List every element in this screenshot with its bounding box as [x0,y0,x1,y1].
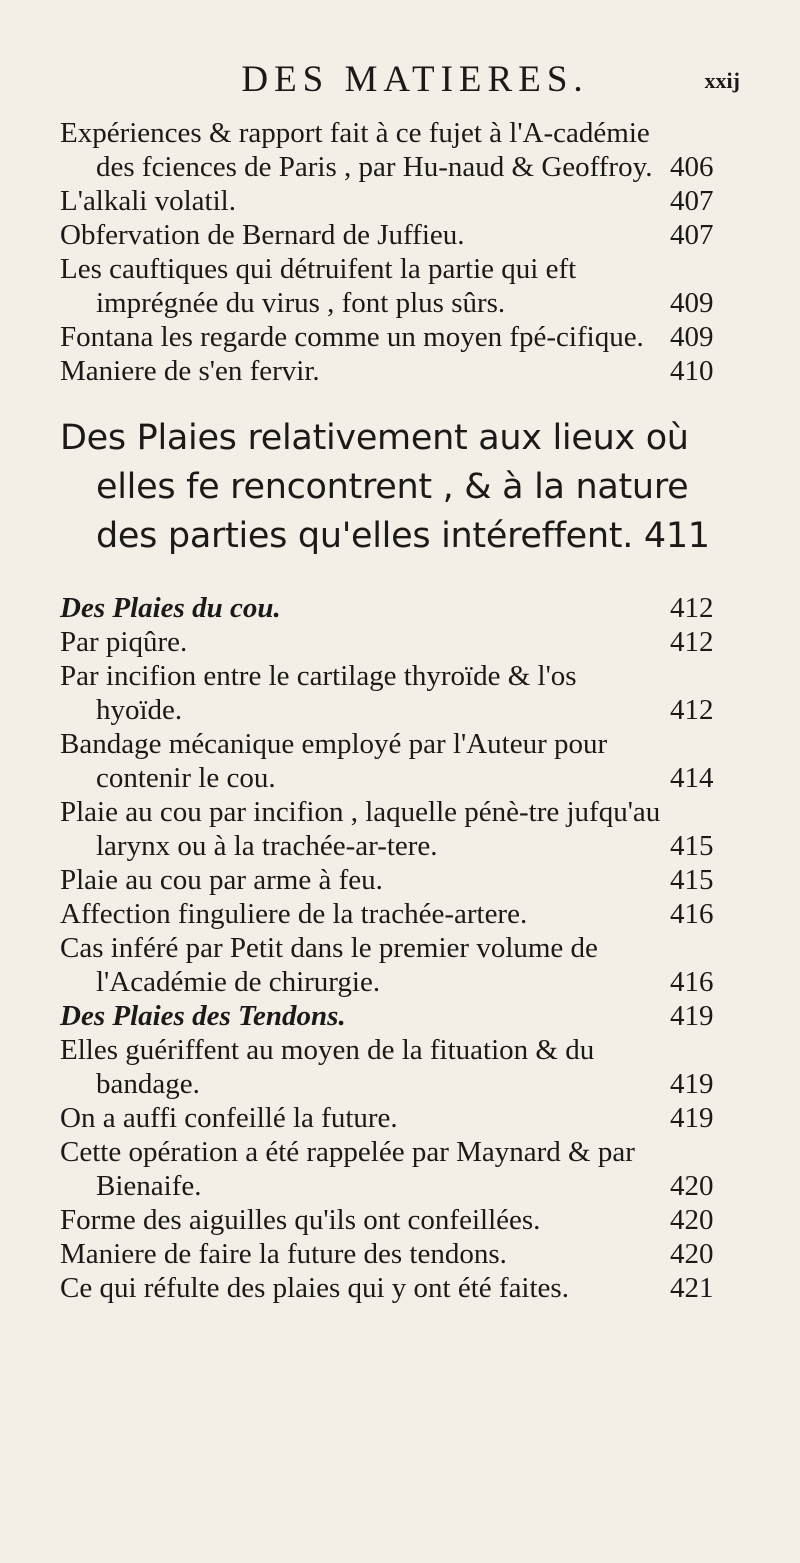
index-entry [60,863,748,897]
entry-page: 416 [670,966,714,998]
entry-page: 415 [670,830,714,862]
entry-text: Affection finguliere de la trachée-artere. [60,898,528,930]
index-subheading [60,999,748,1033]
index-entry [60,252,748,320]
entry-page: 412 [670,592,714,624]
entry-text: Cas inféré par Petit dans le premier volume de l'Académie de chirurgie. [60,932,598,998]
index-entry [60,116,748,184]
section-heading: Des Plaies relativement aux lieux où elles fe rencontrent , & à la nature des parties qu'elles intéreffent. 411 [60,418,710,556]
entry-text: Cette opération a été rappelée par Maynard & par Bienaife. [60,1136,635,1202]
entry-text: Maniere de faire la future des tendons. [60,1238,507,1270]
entry-page: 419 [670,1000,714,1032]
index-entry [60,1271,748,1305]
entry-text: Plaie au cou par incifion , laquelle pénè-tre jufqu'au larynx ou à la trachée-ar-tere. [60,796,661,862]
index-entry [60,897,748,931]
entry-text: Expériences & rapport fait à ce fujet à l'A-cadémie des fciences de Paris , par Hu-naud & Geoffroy. [60,117,653,183]
entry-page: 406 [670,151,714,183]
index-entry [60,218,748,252]
index-entry [60,1135,748,1203]
index-entry [60,1033,748,1101]
index-entry [60,625,748,659]
entry-page: 409 [670,321,714,353]
entry-text: Des Plaies des Tendons. [60,1000,346,1032]
page-folio: xxij [704,68,740,93]
entry-page: 409 [670,287,714,319]
entry-text: Les cauftiques qui détruifent la partie qui eft imprégnée du virus , font plus sûrs. [60,253,577,319]
entry-page: 420 [670,1204,714,1236]
index-subheading [60,591,748,625]
index-entry [60,727,748,795]
entry-page: 407 [670,185,714,217]
entry-page: 421 [670,1272,714,1304]
entry-page: 419 [670,1102,714,1134]
index-entry [60,320,748,354]
index-entry [60,1203,748,1237]
entry-text: L'alkali volatil. [60,185,236,217]
entry-page: 416 [670,898,714,930]
entry-text: Ce qui réfulte des plaies qui y ont été faites. [60,1272,569,1304]
entry-page: 407 [670,219,714,251]
entry-page: 414 [670,762,714,794]
running-head [90,58,740,108]
index-entry [60,931,748,999]
index-entry [60,795,748,863]
index-entry [60,354,748,388]
entry-text: Bandage mécanique employé par l'Auteur pour contenir le cou. [60,728,608,794]
entries-list-b [60,591,748,1305]
entry-text: Par piqûre. [60,626,188,658]
entry-text: Elles guériffent au moyen de la fituation & du bandage. [60,1034,595,1100]
entry-page: 412 [670,626,714,658]
entry-text: Des Plaies du cou. [60,592,281,624]
entry-page: 420 [670,1238,714,1270]
index-entry [60,659,748,727]
entry-text: Par incifion entre le cartilage thyroïde & l'os hyoïde. [60,660,577,726]
entry-page: 415 [670,864,714,896]
entry-text: Obfervation de Bernard de Juffieu. [60,219,465,251]
entry-page: 419 [670,1068,714,1100]
entry-page: 420 [670,1170,714,1202]
entry-text: Fontana les regarde comme un moyen fpé-cifique. [60,321,644,353]
index-entry [60,1101,748,1135]
index-entry [60,184,748,218]
entry-page: 410 [670,355,714,387]
entry-text: Maniere de s'en fervir. [60,355,320,387]
running-title: DES MATIERES. [241,59,589,100]
entry-text: Forme des aiguilles qu'ils ont confeillées. [60,1204,541,1236]
entry-text: On a auffi confeillé la future. [60,1102,398,1134]
index-entry [60,1237,748,1271]
entry-text: Plaie au cou par arme à feu. [60,864,383,896]
entry-page: 412 [670,694,714,726]
entries-list-a [60,116,748,388]
